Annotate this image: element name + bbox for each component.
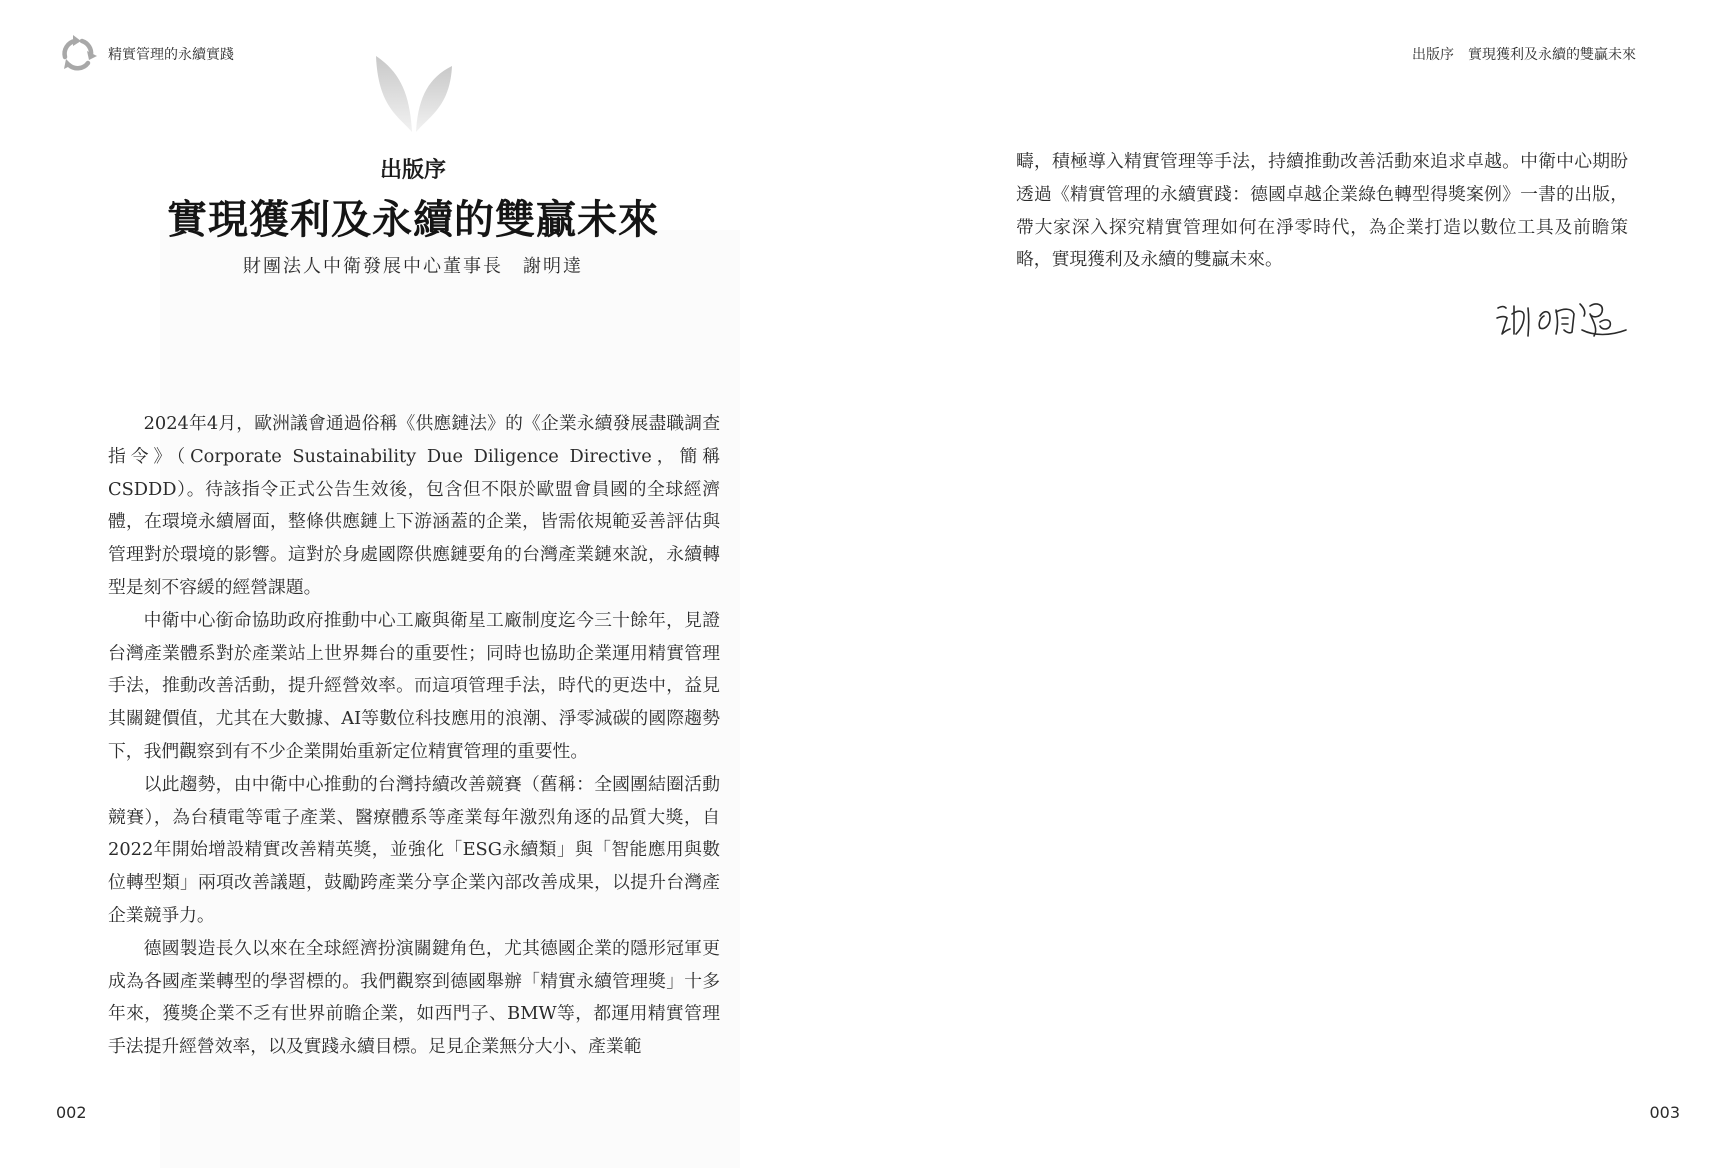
right-body-text (1016, 146, 1628, 277)
left-page-number: 002 (56, 1103, 87, 1122)
paragraph: 中衛中心銜命協助政府推動中心工廠與衛星工廠制度迄今三十餘年，見證台灣產業體系對於產業站上世界舞台的重要性；同時也協助企業運用精實管理手法，推動改善活動，提升經營效率。而這項管理手法，時代的更迭中，益見其關鍵價值，尤其在大數據、AI等數位科技應用的浪潮、淨零減碳的國際趨勢下，我們觀察到有不少企業開始重新定位精實管理的重要性。 (108, 609, 720, 762)
right-page-number: 003 (1649, 1103, 1680, 1122)
left-body-text (108, 408, 720, 1064)
preface-subtitle: 出版序 (379, 158, 446, 183)
handwritten-signature-icon (1494, 296, 1630, 344)
paragraph: 2024年4月，歐洲議會通過俗稱《供應鏈法》的《企業永續發展盡職調查指令》（Corporate Sustainability Due Diligence Directive，簡稱CSDDD）。待該指令正式公告生效後，包含但不限於歐盟會員國的全球經濟體，在環境永續層面，整條供應鏈上下游涵蓋的企業，皆需依規範妥善評估與管理對於環境的影響。這對於身處國際供應鏈要角的台灣產業鏈來說，永續轉型是刻不容緩的經營課題。 (108, 413, 720, 598)
recycle-arrows-icon (56, 32, 100, 76)
paragraph: 德國製造長久以來在全球經濟扮演關鍵角色，尤其德國企業的隱形冠軍更成為各國產業轉型的學習標的。我們觀察到德國舉辦「精實永續管理獎」十多年來，獲獎企業不乏有世界前瞻企業，如西門子、BMW等，都運用精實管理手法提升經營效率，以及實踐永續目標。足見企業無分大小、產業範 (108, 937, 720, 1058)
page-title: 實現獲利及永續的雙贏未來 (167, 197, 659, 243)
leaf-sprout-icon (372, 54, 456, 140)
right-running-title: 出版序 實現獲利及永續的雙贏未來 (1412, 47, 1636, 63)
paragraph: 疇，積極導入精實管理等手法，持續推動改善活動來追求卓越。中衛中心期盼透過《精實管理的永續實踐：德國卓越企業綠色轉型得獎案例》一書的出版，帶大家深入探究精實管理如何在淨零時代，為企業打造以數位工具及前瞻策略，實現獲利及永續的雙贏未來。 (1016, 151, 1628, 271)
left-running-title: 精實管理的永續實踐 (108, 47, 234, 63)
paragraph: 以此趨勢，由中衛中心推動的台灣持續改善競賽（舊稱：全國團結圈活動競賽），為台積電等電子產業、醫療體系等產業每年激烈角逐的品質大獎，自2022年開始增設精實改善精英獎，並強化「ESG永續類」與「智能應用與數位轉型類」兩項改善議題，鼓勵跨產業分享企業內部改善成果，以提升台灣產企業競爭力。 (108, 773, 720, 926)
author-byline: 財團法人中衛發展中心董事長 謝明達 (243, 256, 583, 277)
